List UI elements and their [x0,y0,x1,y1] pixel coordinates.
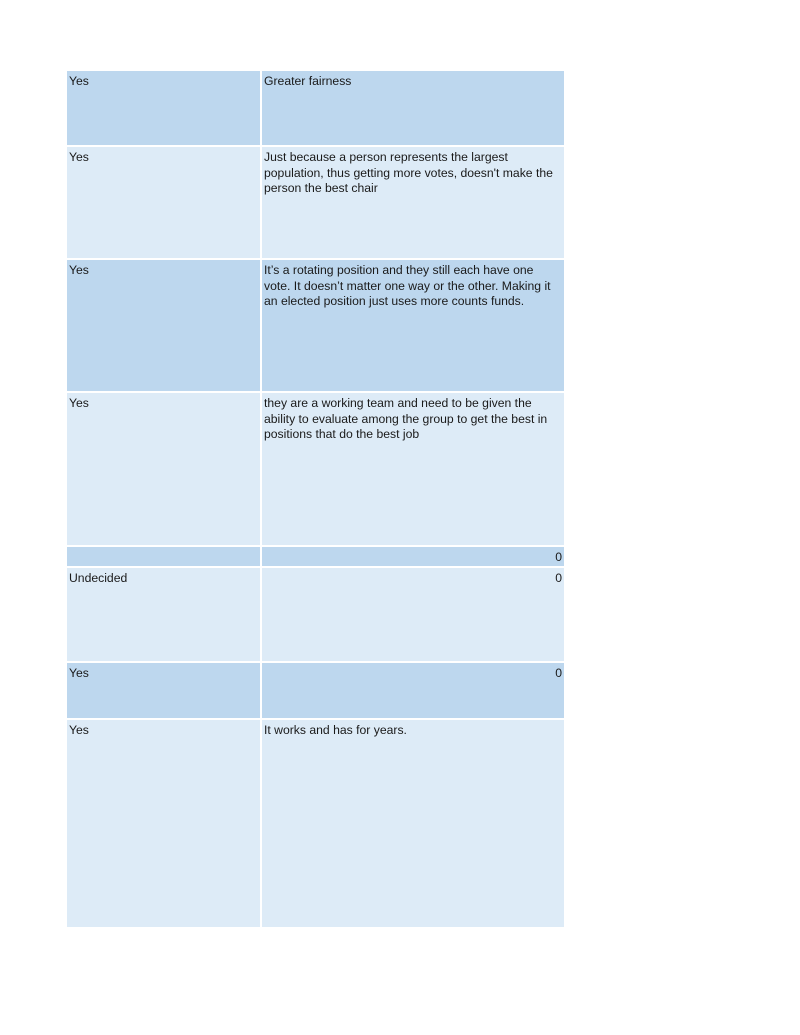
answer-cell: Undecided [67,568,262,663]
answer-cell: Yes [67,663,262,720]
answer-cell: Yes [67,720,262,927]
answer-cell: Yes [67,71,262,147]
table-row [67,71,564,147]
comment-cell: It’s a rotating position and they still each have one vote. It doesn’t matter one way or the other. Making it an elected position just uses more counts funds. [262,260,564,393]
comment-cell: Just because a person represents the largest population, thus getting more votes, doesn't make the person the best chair [262,147,564,260]
answer-cell: Yes [67,147,262,260]
comment-cell: It works and has for years. [262,720,564,927]
answer-cell: Yes [67,260,262,393]
table-row [67,663,564,720]
table-row [67,260,564,393]
table-row [67,720,564,927]
answer-cell: Yes [67,393,262,547]
comment-cell: 0 [262,547,564,568]
table-row [67,393,564,547]
comment-cell: 0 [262,568,564,663]
comment-cell: 0 [262,663,564,720]
survey-response-table [67,71,564,927]
comment-cell: they are a working team and need to be given the ability to evaluate among the group to get the best in positions that do the best job [262,393,564,547]
comment-cell: Greater fairness [262,71,564,147]
table-row [67,547,564,568]
table-row [67,568,564,663]
answer-cell [67,547,262,568]
table-row [67,147,564,260]
